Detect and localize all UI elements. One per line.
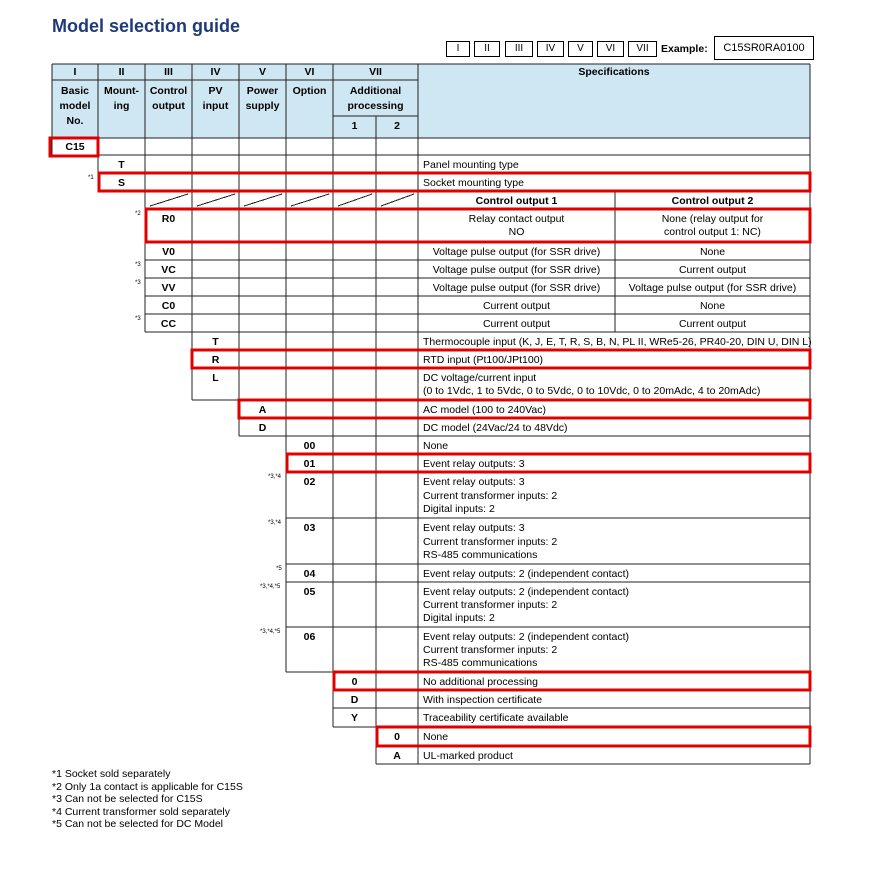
header-name-additional-2: processing — [347, 100, 404, 112]
note-control-cc: *3 — [135, 316, 141, 322]
spec-option-06-line3: RS-485 communications — [423, 657, 538, 669]
note-option-04: *5 — [276, 566, 282, 572]
code-power-a: A — [258, 404, 267, 416]
code-control-r0: R0 — [161, 213, 176, 225]
code-pv-l: L — [212, 372, 219, 384]
position-box-iv: IV — [537, 41, 564, 57]
header-vii-sub-1: 1 — [351, 120, 358, 132]
spec-option-05-line3: Digital inputs: 2 — [423, 612, 495, 624]
position-box-i: I — [446, 41, 470, 57]
header-name-mounting-1: Mount- — [104, 85, 139, 97]
out2-cc: Current output — [678, 318, 747, 330]
out2-r0-line2: control output 1: NC) — [664, 226, 761, 238]
spec-add2-a: UL-marked product — [423, 750, 513, 762]
code-pv-r: R — [211, 354, 220, 366]
out2-r0-line1: None (relay output for — [661, 213, 764, 225]
header-name-power-1: Power — [246, 85, 279, 97]
page-title: Model selection guide — [52, 16, 241, 36]
position-box-ii: II — [474, 41, 500, 57]
header-name-power-2: supply — [245, 100, 280, 112]
spec-mounting-t: Panel mounting type — [423, 159, 519, 171]
header-col-vi: VI — [304, 66, 315, 78]
code-add1-d: D — [350, 694, 359, 706]
footnote-1: *1 Socket sold separately — [52, 768, 171, 780]
spec-add2-0: None — [423, 731, 449, 743]
header-name-option: Option — [292, 85, 327, 97]
note-option-05: *3,*4,*5 — [260, 584, 281, 590]
spec-option-06-line1: Event relay outputs: 2 (independent contact) — [423, 631, 630, 643]
code-add1-0: 0 — [351, 676, 358, 688]
code-basic-c15: C15 — [65, 141, 85, 153]
code-option-00: 00 — [303, 440, 316, 452]
note-option-06: *3,*4,*5 — [260, 629, 281, 635]
out1-cc: Current output — [482, 318, 551, 330]
spec-add1-0: No additional processing — [423, 676, 538, 688]
code-option-05: 05 — [303, 586, 316, 598]
position-box-iii: III — [505, 41, 533, 57]
example-label: Example: — [661, 43, 708, 55]
spec-pv-l-line1: DC voltage/current input — [423, 372, 537, 384]
spec-option-02-line2: Current transformer inputs: 2 — [423, 490, 558, 502]
code-option-03: 03 — [303, 522, 316, 534]
code-option-02: 02 — [303, 476, 316, 488]
note-control-vc: *3 — [135, 262, 141, 268]
spec-option-06-line2: Current transformer inputs: 2 — [423, 644, 558, 656]
out2-v0: None — [699, 246, 726, 258]
code-mounting-t: T — [118, 159, 125, 171]
note-control-vv: *3 — [135, 280, 141, 286]
spec-option-04: Event relay outputs: 2 (independent contact) — [423, 568, 630, 580]
header-name-control-2: output — [152, 100, 185, 112]
spec-power-a: AC model (100 to 240Vac) — [423, 404, 546, 416]
spec-mounting-s: Socket mounting type — [423, 177, 524, 189]
code-add2-0: 0 — [394, 731, 400, 743]
code-control-v0: V0 — [162, 246, 175, 258]
spec-option-03-line1: Event relay outputs: 3 — [423, 522, 525, 534]
footnote-5: *5 Can not be selected for DC Model — [52, 818, 224, 831]
spec-pv-l-line2: (0 to 1Vdc, 1 to 5Vdc, 0 to 5Vdc, 0 to 10Vdc, 0 to 20mAdc, 4 to 20mAdc) — [423, 385, 761, 397]
footnote-3: *3 Can not be selected for C15S — [52, 793, 203, 806]
header-specifications: Specifications — [578, 66, 650, 78]
note-control-r0: *2 — [135, 211, 141, 217]
spec-option-03-line2: Current transformer inputs: 2 — [423, 536, 558, 548]
out1-vv: Voltage pulse output (for SSR drive) — [432, 282, 601, 294]
code-control-c0: C0 — [161, 300, 176, 312]
position-box-vii: VII — [628, 41, 657, 57]
header-col-v: V — [258, 66, 266, 78]
header-col-ii: II — [118, 66, 125, 78]
header-name-basic-2: model — [59, 100, 91, 112]
header-name-pv-2: input — [202, 100, 229, 112]
code-control-cc: CC — [160, 318, 177, 330]
header-col-iii: III — [164, 66, 173, 78]
out1-c0: Current output — [482, 300, 551, 312]
code-option-01: 01 — [303, 458, 316, 470]
footnote-4: *4 Current transformer sold separately — [52, 805, 230, 818]
header-name-mounting-2: ing — [113, 100, 130, 112]
out1-vc: Voltage pulse output (for SSR drive) — [432, 264, 601, 276]
spec-pv-r: RTD input (Pt100/JPt100) — [423, 354, 544, 366]
out2-vv: Voltage pulse output (for SSR drive) — [628, 282, 797, 294]
code-option-06: 06 — [303, 631, 316, 643]
note-option-03: *3,*4 — [268, 520, 282, 526]
spec-option-03-line3: RS-485 communications — [423, 549, 538, 561]
spec-option-00: None — [423, 440, 449, 452]
code-add1-y: Y — [350, 712, 358, 724]
spec-pv-t: Thermocouple input (K, J, E, T, R, S, B, N, PL II, WRe5-26, PR40-20, DIN U, DIN L) — [423, 336, 812, 348]
spec-add1-y: Traceability certificate available — [423, 712, 569, 724]
header-name-pv-1: PV — [208, 85, 223, 97]
code-power-d: D — [258, 422, 267, 434]
header-col-vii: VII — [369, 66, 382, 78]
spec-power-d: DC model (24Vac/24 to 48Vdc) — [423, 422, 568, 434]
spec-option-02-line1: Event relay outputs: 3 — [423, 476, 525, 488]
code-add2-a: A — [393, 750, 401, 762]
header-name-basic-1: Basic — [60, 85, 90, 97]
spec-add1-d: With inspection certificate — [423, 694, 543, 706]
header-control-output-2: Control output 2 — [671, 195, 754, 207]
footnote-2: *2 Only 1a contact is applicable for C15S — [52, 780, 243, 793]
code-option-04: 04 — [303, 568, 316, 580]
spec-option-05-line2: Current transformer inputs: 2 — [423, 599, 558, 611]
out1-r0-line1: Relay contact output — [468, 213, 565, 225]
position-box-v: V — [568, 41, 593, 57]
header-name-basic-3: No. — [66, 115, 84, 127]
out2-vc: Current output — [678, 264, 747, 276]
spec-option-01: Event relay outputs: 3 — [423, 458, 525, 470]
out2-c0: None — [699, 300, 726, 312]
code-control-vc: VC — [161, 264, 176, 276]
spec-option-02-line3: Digital inputs: 2 — [423, 503, 495, 515]
header-name-additional-1: Additional — [349, 85, 402, 97]
header-col-iv: IV — [210, 66, 221, 78]
position-box-vi: VI — [597, 41, 624, 57]
code-control-vv: VV — [161, 282, 176, 294]
code-mounting-s: S — [117, 177, 125, 189]
spec-option-05-line1: Event relay outputs: 2 (independent contact) — [423, 586, 630, 598]
code-pv-t: T — [212, 336, 219, 348]
header-col-i: I — [73, 66, 77, 78]
out1-r0-line2: NO — [508, 226, 525, 238]
example-code: C15SR0RA0100 — [714, 36, 814, 60]
footnotes — [52, 768, 243, 831]
note-option-02: *3,*4 — [268, 474, 282, 480]
header-control-output-1: Control output 1 — [475, 195, 558, 207]
header-name-control-1: Control — [149, 85, 188, 97]
out1-v0: Voltage pulse output (for SSR drive) — [432, 246, 601, 258]
header-vii-sub-2: 2 — [394, 120, 400, 132]
note-mounting-s: *1 — [88, 175, 94, 181]
